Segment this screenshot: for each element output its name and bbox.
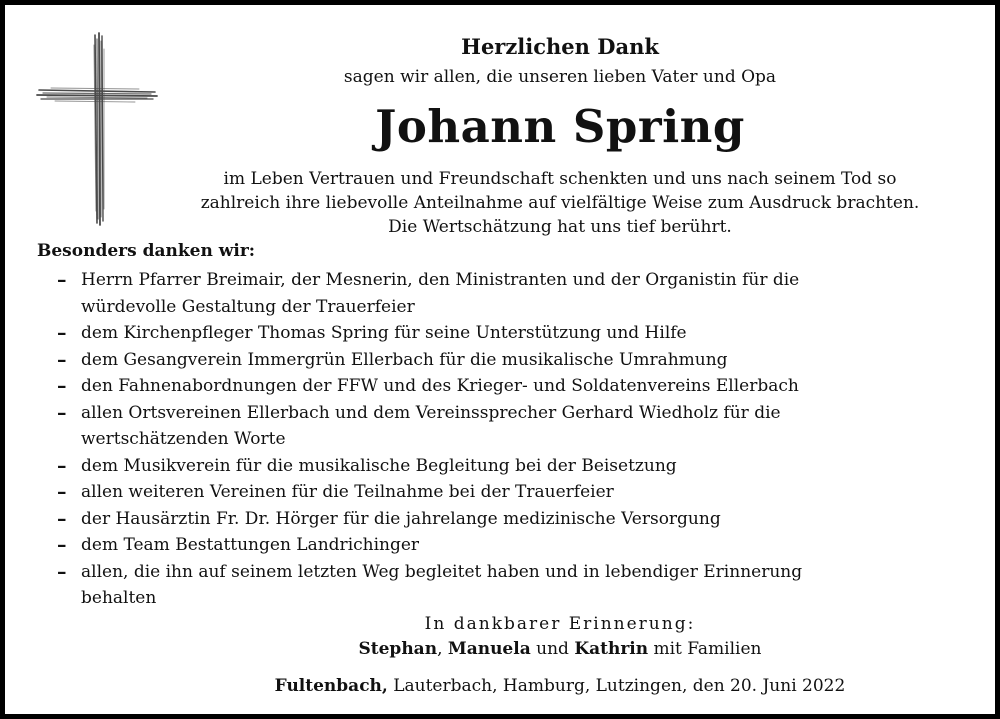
- dash-bullet: –: [57, 560, 67, 583]
- dash-bullet: –: [57, 348, 67, 371]
- family-name: Kathrin: [574, 639, 649, 659]
- intro-line: zahlreich ihre liebevolle Anteilnahme auf vielfältige Weise zum Ausdruck brachten.: [200, 193, 920, 213]
- list-item: – allen weiteren Vereinen für die Teilnahme bei der Trauerfeier: [57, 479, 957, 506]
- place-main: Fultenbach,: [274, 676, 388, 696]
- dash-bullet: –: [57, 401, 67, 424]
- list-item: – allen, die ihn auf seinem letzten Weg begleitet haben und in lebendiger Erinnerung behalten: [57, 560, 803, 608]
- list-item: – Herrn Pfarrer Breimair, der Mesnerin, den Ministranten und der Organistin für die würdevolle Gestaltung der Trauerfeier: [57, 269, 800, 317]
- closing-line: In dankbarer Erinnerung:: [424, 614, 696, 634]
- list-item: – dem Gesangverein Immergrün Ellerbach für die musikalische Umrahmung: [57, 347, 957, 374]
- dash-bullet: –: [57, 481, 67, 503]
- place-date: [155, 674, 965, 698]
- dash-bullet: –: [57, 269, 67, 291]
- intro-line: Die Wertschätzung hat uns tief berührt.: [388, 217, 732, 237]
- thanks-list: [57, 267, 957, 612]
- subheading: sagen wir allen, die unseren lieben Vater und Opa: [343, 67, 777, 87]
- cross-icon: [35, 31, 159, 227]
- heading: Herzlichen Dank: [461, 34, 659, 59]
- place-rest: Lauterbach, Hamburg, Lutzingen, den 20. Juni 2022: [387, 676, 846, 696]
- family-name: Stephan: [358, 639, 438, 659]
- family-name: Manuela: [447, 639, 531, 659]
- dash-bullet: –: [57, 375, 67, 397]
- dash-bullet: –: [57, 534, 67, 556]
- thanks-heading: Besonders danken wir:: [37, 241, 256, 261]
- deceased-name: Johann Spring: [375, 100, 745, 153]
- list-item: – der Hausärztin Fr. Dr. Hörger für die jahrelange medizinische Versorgung: [57, 506, 957, 533]
- list-item: – dem Kirchenpfleger Thomas Spring für seine Unterstützung und Hilfe: [57, 320, 957, 347]
- list-item: – allen Ortsvereinen Ellerbach und dem Vereinssprecher Gerhard Wiedholz für die wertschätzenden Worte: [57, 401, 781, 449]
- list-item: – dem Musikverein für die musikalische Begleitung bei der Beisetzung: [57, 453, 957, 480]
- dash-bullet: –: [57, 322, 67, 344]
- intro-text: [145, 167, 975, 239]
- list-item: – den Fahnenabordnungen der FFW und des Krieger- und Soldatenvereins Ellerbach: [57, 373, 957, 400]
- dash-bullet: –: [57, 454, 67, 477]
- dash-bullet: –: [57, 507, 67, 530]
- list-item: – dem Team Bestattungen Landrichinger: [57, 532, 957, 559]
- family-signature: Stephan, Manuela und Kathrin mit Familien: [358, 639, 762, 659]
- intro-line: im Leben Vertrauen und Freundschaft schenkten und uns nach seinem Tod so: [223, 169, 897, 189]
